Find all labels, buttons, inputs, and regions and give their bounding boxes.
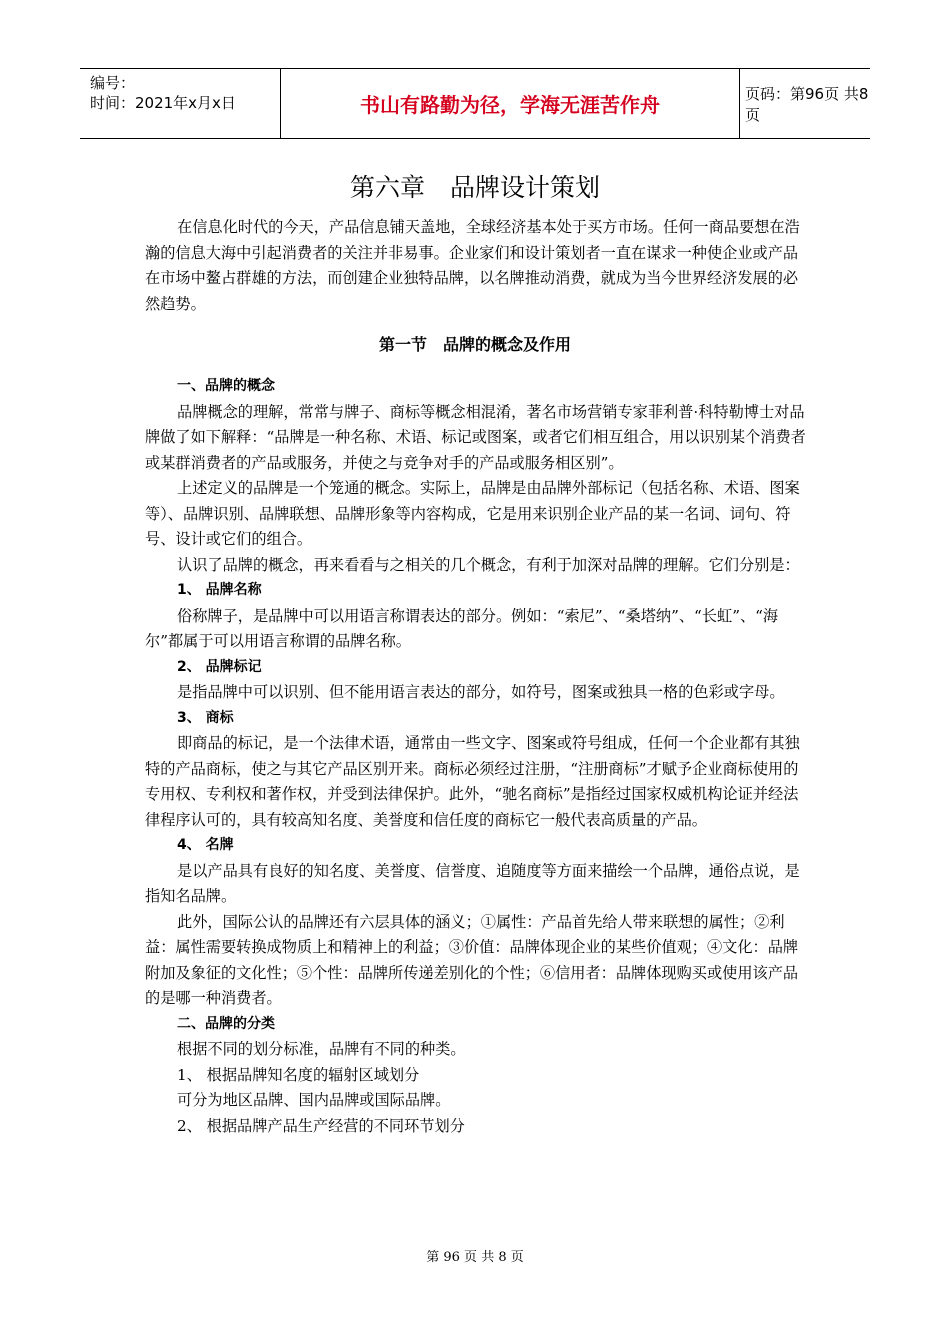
chapter-title: 第六章 品牌设计策划 (349, 173, 600, 202)
header-meta-cell (80, 69, 280, 138)
item-3-text: 即商品的标记，是一个法律术语，通常由一些文字、图案或符号组成，任何一个企业都有其独特的产品商标，使之与其它产品区别开来。商标必须经过注册，“注册商标”才赋予企业商标使用的专用权、专利权和著作权，并受到法律保护。此外，“驰名商标”是指经过国家权威机构论证并经法律程序认可的，具有较高知名度、美誉度和信任度的商标它一般代表高质量的产品。 (145, 734, 800, 829)
header-table (80, 68, 870, 139)
s1-paragraph-2: 上述定义的品牌是一个笼通的概念。实际上，品牌是由品牌外部标记（包括名称、术语、图案等）、品牌识别、品牌联想、品牌形象等内容构成，它是用来识别企业产品的某一名词、词句、符号、设计或它们的组合。 (145, 479, 800, 548)
s1-heading: 一、品牌的概念 (177, 378, 275, 394)
item-4-text: 是以产品具有良好的知名度、美誉度、信誉度、追随度等方面来描绘一个品牌，通俗点说，是指知名品牌。 (145, 861, 800, 905)
item-2-heading: 2、 品牌标记 (177, 658, 262, 675)
item-3-heading: 3、 商标 (177, 709, 234, 726)
s2-line-3: 可分为地区品牌、国内品牌或国际品牌。 (177, 1091, 451, 1109)
intro-paragraph: 在信息化时代的今天，产品信息铺天盖地，全球经济基本处于买方市场。任何一商品要想在浩瀚的信息大海中引起消费者的关注并非易事。企业家们和设计策划者一直在谋求一种使企业或产品在市场中鳌占群雄的方法，而创建企业独特品牌，以名牌推动消费，就成为当今世界经济发展的必然趋势。 (145, 218, 800, 313)
s2-line-4: 2、 根据品牌产品生产经营的不同环节划分 (177, 1116, 465, 1135)
header-page-info: 页码：第96页 共8页 (745, 84, 869, 124)
item-1-text: 俗称牌子，是品牌中可以用语言称谓表达的部分。例如：“索尼”、“桑塔纳”、“长虹”、“海尔”都属于可以用语言称谓的品牌名称。 (145, 606, 779, 650)
s2-heading: 二、品牌的分类 (177, 1015, 275, 1032)
s1-paragraph-3: 认识了品牌的概念，再来看看与之相关的几个概念，有利于加深对品牌的理解。它们分别是： (177, 555, 800, 574)
item-4-heading: 4、 名牌 (177, 837, 234, 853)
s2-line-1: 根据不同的划分标准，品牌有不同的种类。 (177, 1040, 466, 1058)
page-footer: 第 96 页 共 8 页 (426, 1250, 524, 1265)
s2-line-2: 1、 根据品牌知名度的辐射区域划分 (177, 1065, 420, 1084)
section-title: 第一节 品牌的概念及作用 (378, 335, 571, 354)
number-label: 编号： (90, 74, 136, 92)
header-slogan: 书山有路勤为径，学海无涯苦作舟 (280, 69, 740, 138)
time-label: 时间：2021年x月x日 (90, 94, 236, 112)
extra-paragraph: 此外，国际公认的品牌还有六层具体的涵义；①属性：产品首先给人带来联想的属性；②利益：属性需要转换成物质上和精神上的利益；③价值：品牌体现企业的某些价值观；④文化：品牌附加及象征的文化性；⑤个性：品牌所传递差别化的个性；⑥信用者：品牌体现购买或使用该产品的是哪一种消费者。 (145, 912, 799, 1007)
item-2-text: 是指品牌中可以识别、但不能用语言表达的部分，如符号，图案或独具一格的色彩或字母。 (177, 683, 785, 701)
s1-paragraph-1: 品牌概念的理解，常常与牌子、商标等概念相混淆，著名市场营销专家菲利普·科特勒博士对品牌做了如下解释：“品牌是一种名称、术语、标记或图案，或者它们相互组合，用以识别某个消费者或某群消费者的产品或服务，并使之与竞争对手的产品或服务相区别”。 (145, 402, 806, 472)
item-1-heading: 1、 品牌名称 (177, 582, 262, 598)
